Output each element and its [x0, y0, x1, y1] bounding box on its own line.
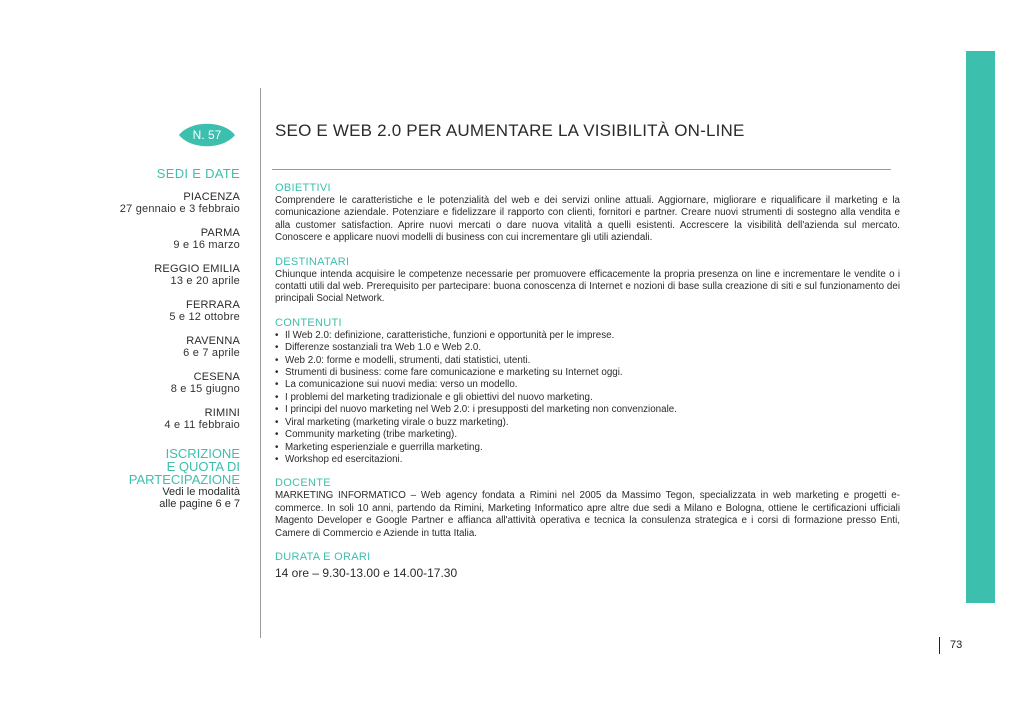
- obiettivi-text: Comprendere le caratteristiche e le potenzialità del web e dei servizi online attuali. Aggiornare, migliorare e riqualificare il marketing e la comunicazione aziendale. Potenziare e fidelizzare il rapporto con clienti, fornitori e partner. Creare nuovi strumenti di sostegno alla vendita e alla customer satisfaction. Aprire nuovi mercati o dare nuova vitalità a quelli esistenti. Accrescere la visibilità dell'azienda sul mercato. Conoscere e applicare nuovi modelli di business con cui incrementare gli utili aziendali.: [275, 195, 900, 244]
- city-dates: 27 gennaio e 3 febbraio: [119, 203, 240, 215]
- city-list: [80, 191, 240, 431]
- side-accent-bar: [966, 51, 995, 603]
- iscrizione-line: E QUOTA DI: [166, 459, 240, 474]
- durata-text: 14 ore – 9.30-13.00 e 14.00-17.30: [275, 565, 458, 580]
- contenuti-item: • Marketing esperienziale e guerrilla marketing.: [275, 442, 900, 454]
- iscrizione-note-line: Vedi le modalità: [162, 486, 240, 498]
- contenuti-item: • Workshop ed esercitazioni.: [275, 454, 900, 466]
- city-dates: 9 e 16 marzo: [173, 239, 240, 251]
- contenuti-item: • La comunicazione sui nuovi media: verso un modello.: [275, 379, 900, 391]
- city-dates: 13 e 20 aprile: [170, 275, 240, 287]
- obiettivi-heading: OBIETTIVI: [275, 182, 331, 194]
- page-number: 73: [950, 639, 963, 651]
- destinatari-heading: DESTINATARI: [275, 255, 350, 268]
- contenuti-item: • Differenze sostanziali tra Web 1.0 e Web 2.0.: [275, 342, 900, 354]
- contenuti-list: [275, 330, 900, 466]
- city-dates: 6 e 7 aprile: [183, 347, 240, 359]
- city-name: RIMINI: [204, 407, 240, 419]
- contenuti-item: • Il Web 2.0: definizione, caratteristiche, funzioni e opportunità per le imprese.: [275, 330, 900, 342]
- durata-heading: DURATA E ORARI: [275, 550, 371, 563]
- iscrizione-note-line: alle pagine 6 e 7: [159, 498, 240, 510]
- city-entry: [80, 263, 240, 287]
- contenuti-heading: CONTENUTI: [275, 316, 342, 329]
- city-entry: [80, 407, 240, 431]
- page-number-rule: [939, 637, 940, 654]
- iscrizione-heading: [80, 447, 240, 486]
- city-name: REGGIO EMILIA: [154, 263, 240, 275]
- sedi-heading: SEDI E DATE: [156, 166, 240, 181]
- contenuti-item: • I problemi del marketing tradizionale e gli obiettivi del nuovo marketing.: [275, 392, 900, 404]
- city-name: PIACENZA: [183, 191, 240, 203]
- contenuti-item: • Community marketing (tribe marketing).: [275, 429, 900, 441]
- city-entry: [80, 371, 240, 395]
- contenuti-item: • Web 2.0: forme e modelli, strumenti, dati statistici, utenti.: [275, 355, 900, 367]
- destinatari-text: Chiunque intenda acquisire le competenze necessarie per promuovere efficacemente la propria presenza on line e incrementare le vendite o i contatti utili dal web. Prerequisito per partecipare: buona conoscenza di Internet e nozioni di base sulla creazione di siti e sul funzionamento dei principali Social Network.: [275, 268, 900, 305]
- title-divider: [272, 169, 891, 170]
- city-name: PARMA: [200, 227, 240, 239]
- city-dates: 5 e 12 ottobre: [169, 311, 240, 323]
- city-entry: [80, 227, 240, 251]
- contenuti-item: • Strumenti di business: come fare comunicazione e marketing su Internet oggi.: [275, 367, 900, 379]
- city-entry: [80, 191, 240, 215]
- main-content: [275, 182, 900, 580]
- course-number-badge: [179, 120, 235, 150]
- vertical-divider: [260, 88, 261, 638]
- sidebar: [80, 166, 240, 510]
- page-title: SEO E WEB 2.0 PER AUMENTARE LA VISIBILITÀ ON-LINE: [275, 121, 745, 140]
- contenuti-item: • Viral marketing (marketing virale o buzz marketing).: [275, 417, 900, 429]
- iscrizione-line: ISCRIZIONE: [165, 446, 240, 461]
- contenuti-item: • I principi del nuovo marketing nel Web 2.0: i presupposti del marketing non convenzionale.: [275, 404, 900, 416]
- city-name: RAVENNA: [186, 335, 240, 347]
- iscrizione-note: [80, 486, 240, 510]
- docente-heading: DOCENTE: [275, 477, 331, 490]
- city-name: FERRARA: [186, 299, 240, 311]
- course-number: N. 57: [192, 128, 222, 142]
- city-entry: [80, 335, 240, 359]
- city-name: CESENA: [193, 371, 240, 383]
- city-dates: 4 e 11 febbraio: [164, 419, 240, 431]
- city-dates: 8 e 15 giugno: [170, 383, 240, 395]
- docente-text: MARKETING INFORMATICO – Web agency fondata a Rimini nel 2005 da Massimo Tegon, specializzata in web marketing e progetti e-commerce. In soli 10 anni, partendo da Rimini, Marketing Informatico apre altre due sedi a Milano e Bologna, ottiene le certificazioni ufficiali Magento Developer e Google Partner e affianca all'attività operativa e tecnica la consulenza strategica e i corsi di formazione presso Enti, Camere di Commercio e Aziende in tutta Italia.: [275, 490, 900, 539]
- iscrizione-line: PARTECIPAZIONE: [128, 472, 240, 487]
- city-entry: [80, 299, 240, 323]
